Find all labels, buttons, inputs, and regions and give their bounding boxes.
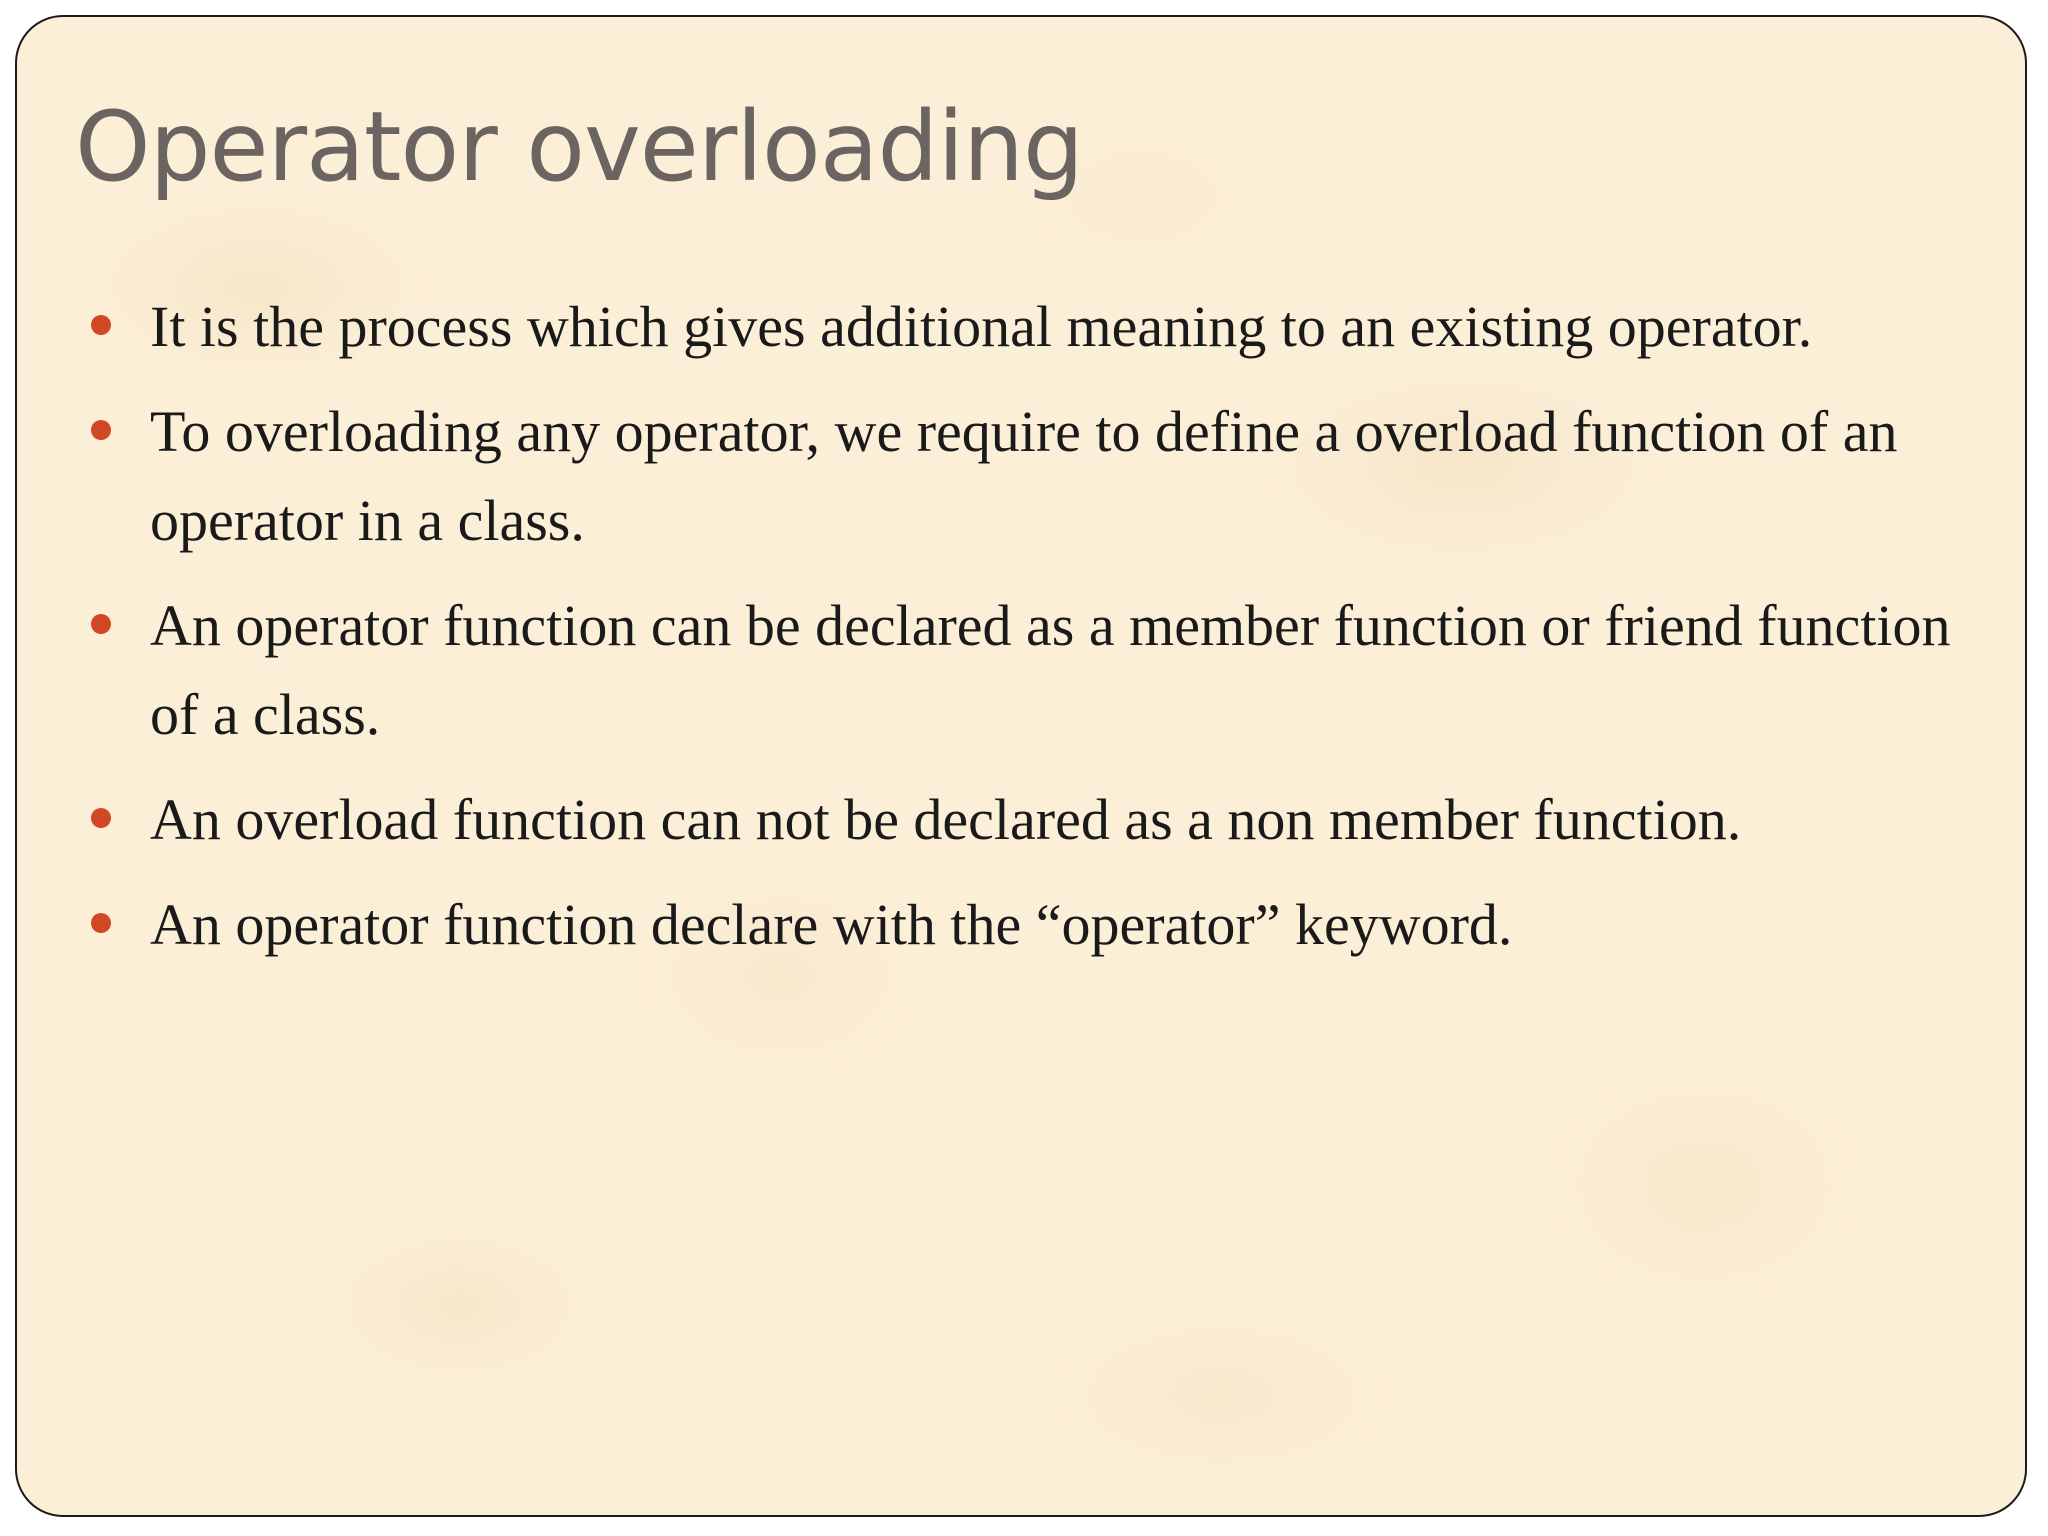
bullet-list	[75, 282, 2005, 985]
bullet-text: An overload function can not be declared as a non member function.	[150, 787, 1742, 852]
bullet-text: To overloading any operator, we require to define a overload function of an operator in a class.	[150, 399, 1898, 553]
bullet-item	[75, 775, 2005, 864]
bullet-dot-icon	[91, 420, 111, 440]
slide-title: Operator overloading	[75, 91, 1083, 203]
bullet-dot-icon	[91, 808, 111, 828]
bullet-item	[75, 282, 2005, 371]
bullet-dot-icon	[91, 614, 111, 634]
bullet-item	[75, 880, 2005, 969]
bullet-dot-icon	[91, 913, 111, 933]
bullet-item	[75, 581, 2005, 759]
bullet-dot-icon	[91, 315, 111, 335]
slide	[15, 15, 2027, 1517]
bullet-text: An operator function declare with the “operator” keyword.	[150, 892, 1513, 957]
bullet-text: It is the process which gives additional meaning to an existing operator.	[150, 294, 1813, 359]
bullet-text: An operator function can be declared as a member function or friend function of a class.	[150, 593, 1951, 747]
bullet-item	[75, 387, 2005, 565]
